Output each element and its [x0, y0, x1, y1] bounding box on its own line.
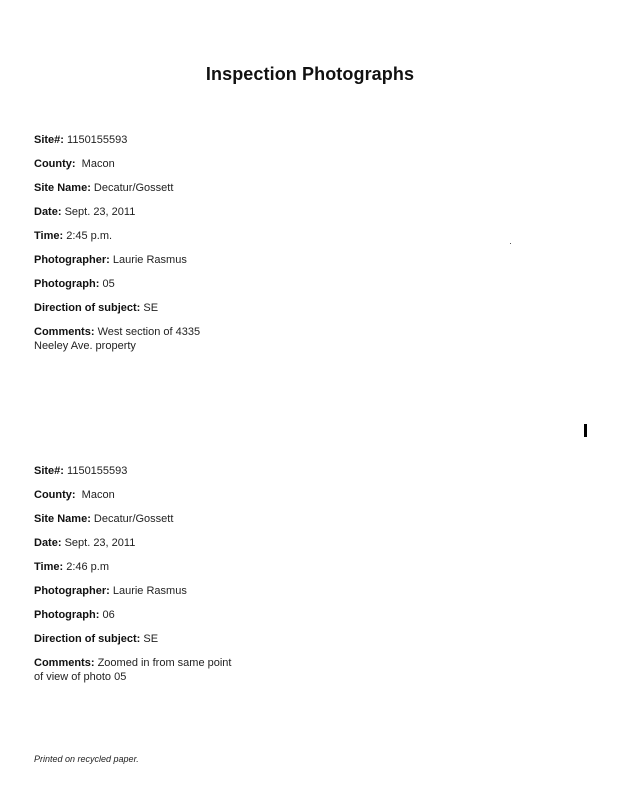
- date-label: Date:: [34, 206, 62, 218]
- photograph-row: [34, 277, 244, 291]
- photograph-value: 06: [102, 609, 115, 621]
- direction-row: [34, 301, 244, 315]
- date-value: Sept. 23, 2011: [64, 206, 136, 218]
- site-name-value: Decatur/Gossett: [93, 182, 174, 194]
- comments-label: Comments:: [34, 657, 95, 669]
- photographer-value: Laurie Rasmus: [112, 254, 187, 266]
- time-row: [34, 229, 244, 243]
- date-label: Date:: [34, 537, 62, 549]
- date-row: [34, 205, 244, 219]
- photographer-row: [34, 253, 244, 267]
- photographer-label: Photographer:: [34, 585, 110, 597]
- photographer-label: Photographer:: [34, 254, 110, 266]
- county-value: Macon: [81, 489, 115, 501]
- site-number-value: 1150155593: [67, 465, 128, 477]
- footer-note: Printed on recycled paper.: [34, 754, 139, 764]
- photographer-row: [34, 584, 244, 598]
- time-label: Time:: [34, 230, 64, 242]
- direction-label: Direction of subject:: [34, 633, 141, 645]
- page-title: Inspection Photographs: [205, 64, 415, 84]
- county-label: County:: [34, 158, 76, 170]
- photograph-label: Photograph:: [34, 609, 100, 621]
- scan-speck: [510, 243, 511, 244]
- time-value: 2:45 p.m.: [66, 230, 113, 242]
- direction-label: Direction of subject:: [34, 302, 141, 314]
- county-row: [34, 157, 244, 171]
- site-number-value: 1150155593: [67, 134, 128, 146]
- comments-row: [34, 325, 234, 353]
- time-row: [34, 560, 244, 574]
- comments-value: West section of 4335 Neeley Ave. property: [34, 326, 201, 352]
- site-number-label: Site#:: [34, 134, 64, 146]
- direction-row: [34, 632, 244, 646]
- time-value: 2:46 p.m: [66, 561, 110, 573]
- site-number-row: [34, 133, 244, 147]
- county-value: Macon: [81, 158, 115, 170]
- date-row: [34, 536, 244, 550]
- county-label: County:: [34, 489, 76, 501]
- margin-mark: [584, 424, 587, 437]
- time-label: Time:: [34, 561, 64, 573]
- photographer-value: Laurie Rasmus: [112, 585, 187, 597]
- site-name-label: Site Name:: [34, 182, 91, 194]
- photograph-value: 05: [102, 278, 115, 290]
- comments-value: Zoomed in from same point of view of photo 05: [34, 657, 232, 683]
- photo-record-1: [34, 133, 244, 363]
- photograph-label: Photograph:: [34, 278, 100, 290]
- site-number-row: [34, 464, 244, 478]
- site-name-row: [34, 512, 244, 526]
- site-number-label: Site#:: [34, 465, 64, 477]
- date-value: Sept. 23, 2011: [64, 537, 136, 549]
- comments-label: Comments:: [34, 326, 95, 338]
- direction-value: SE: [143, 633, 159, 645]
- comments-row: [34, 656, 234, 684]
- site-name-label: Site Name:: [34, 513, 91, 525]
- photograph-row: [34, 608, 244, 622]
- direction-value: SE: [143, 302, 159, 314]
- county-row: [34, 488, 244, 502]
- site-name-value: Decatur/Gossett: [93, 513, 174, 525]
- site-name-row: [34, 181, 244, 195]
- photo-record-2: [34, 464, 244, 694]
